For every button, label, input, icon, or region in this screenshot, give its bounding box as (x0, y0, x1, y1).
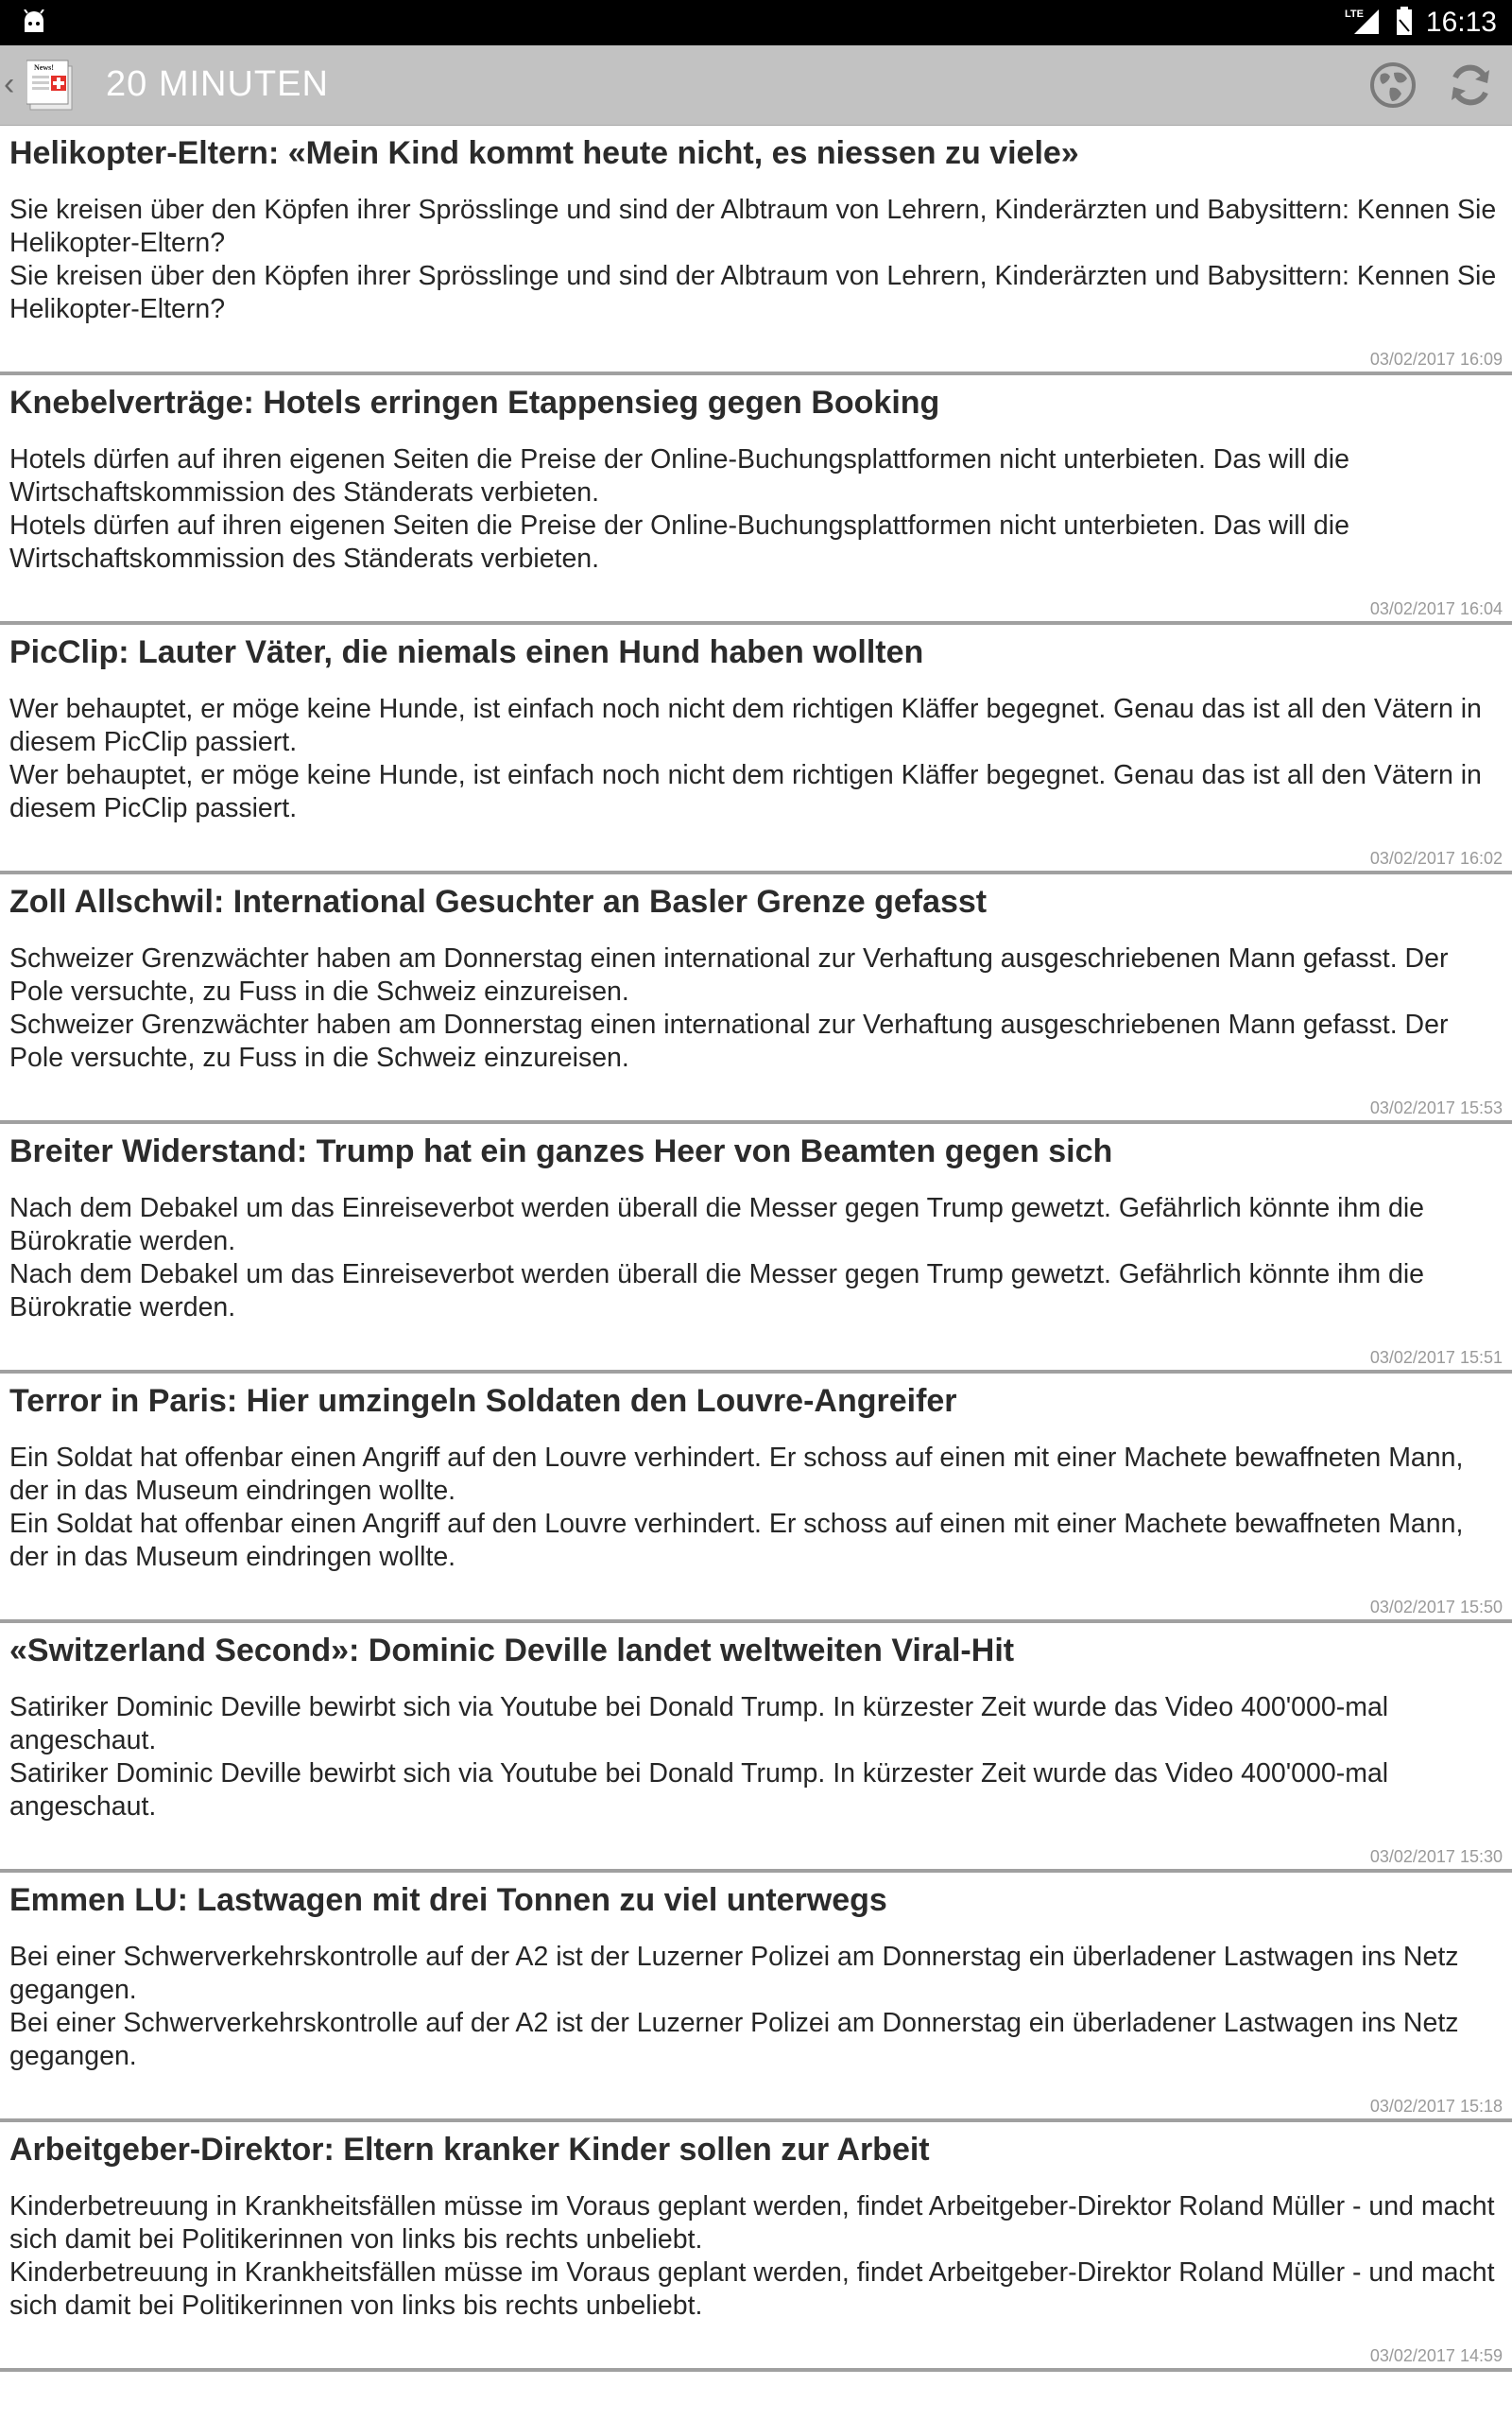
signal-icon (1345, 6, 1383, 41)
article-item[interactable] (0, 375, 1512, 625)
article-headline[interactable]: Emmen LU: Lastwagen mit drei Tonnen zu viel unterwegs (9, 1882, 887, 1918)
article-headline[interactable]: Zoll Allschwil: International Gesuchter an Basler Grenze gefasst (9, 884, 988, 920)
status-time: 16:13 (1425, 7, 1497, 38)
article-summary: Nach dem Debakel um das Einreiseverbot werden überall die Messer gegen Trump gewetzt. Gefährlich könnte ihm die Bürokratie werden. Nach dem Debakel um das Einreiseverbot werden überall die Messer gegen Trump gewetzt. Gefährlich könnte ihm die Bürokratie werden. (9, 1193, 1425, 1322)
article-item[interactable] (0, 1623, 1512, 1873)
article-summary: Satiriker Dominic Deville bewirbt sich via Youtube bei Donald Trump. In kürzester Zeit wurde das Video 400'000-mal angeschaut. Satiriker Dominic Deville bewirbt sich via Youtube bei Donald Trump. In kürzester Zeit wurde das Video 400'000-mal angeschaut. (9, 1692, 1389, 1822)
article-headline[interactable]: Helikopter-Eltern: «Mein Kind kommt heute nicht, es niessen zu viele» (9, 135, 1079, 171)
globe-icon[interactable] (1366, 59, 1419, 112)
article-summary: Hotels dürfen auf ihren eigenen Seiten die Preise der Online-Buchungsplattformen nicht unterbieten. Das will die Wirtschaftskommission des Ständerats verbieten. Hotels dürfen auf ihren eigenen Seiten die Preise der Online-Buchungsplattformen nicht unterbieten. Das will die Wirtschaftskommission des Ständerats verbieten. (9, 444, 1349, 574)
article-headline[interactable]: «Switzerland Second»: Dominic Deville landet weltweiten Viral-Hit (9, 1633, 1015, 1668)
article-summary: Kinderbetreuung in Krankheitsfällen müsse im Voraus geplant werden, findet Arbeitgeber-Direktor Roland Müller - und macht sich damit bei Politikerinnen von links bis rechts unbeliebt. Kinderbetreuung in Krankheitsfällen müsse im Voraus geplant werden, findet Arbeitgeber-Direktor Roland Müller - und macht sich damit bei Politikerinnen von links bis rechts unbeliebt. (9, 2191, 1495, 2321)
svg-text:LTE: LTE (1344, 8, 1364, 20)
article-summary: Wer behauptet, er möge keine Hunde, ist einfach noch nicht dem richtigen Kläffer begegnet. Genau das ist all den Vätern in diesem PicClip passiert. Wer behauptet, er möge keine Hunde, ist einfach noch nicht dem richtigen Kläffer begegnet. Genau das ist all den Vätern in diesem PicClip passiert. (9, 694, 1482, 823)
battery-icon (1396, 7, 1413, 40)
article-item[interactable] (0, 625, 1512, 874)
svg-text:News!: News! (34, 63, 54, 72)
article-date: 03/02/2017 16:02 (1369, 849, 1503, 868)
article-date: 03/02/2017 15:18 (1369, 2097, 1503, 2116)
refresh-icon[interactable] (1444, 59, 1497, 112)
article-item[interactable] (0, 1873, 1512, 2122)
back-chevron-icon[interactable]: ‹ (4, 66, 15, 102)
article-item[interactable] (0, 874, 1512, 1124)
app-title: 20 MINUTEN (106, 64, 329, 104)
article-headline[interactable]: PicClip: Lauter Väter, die niemals einen Hund haben wollten (9, 634, 924, 670)
article-summary: Sie kreisen über den Köpfen ihrer Sprösslinge und sind der Albtraum von Lehrern, Kinderärzten und Babysittern: Kennen Sie Helikopter-Eltern? Sie kreisen über den Köpfen ihrer Sprösslinge und sind der Albtraum von Lehrern, Kinderärzten und Babysittern: Kennen Sie Helikopter-Eltern? (9, 195, 1497, 324)
article-summary: Ein Soldat hat offenbar einen Angriff auf den Louvre verhindert. Er schoss auf einen mit einer Machete bewaffneten Mann, der in das Museum eindringen wollte. Ein Soldat hat offenbar einen Angriff auf den Louvre verhindert. Er schoss auf einen mit einer Machete bewaffneten Mann, der in das Museum eindringen wollte. (9, 1443, 1464, 1572)
article-summary: Bei einer Schwerverkehrskontrolle auf der A2 ist der Luzerner Polizei am Donnerstag ein überladener Lastwagen ins Netz gegangen. Bei einer Schwerverkehrskontrolle auf der A2 ist der Luzerner Polizei am Donnerstag ein überladener Lastwagen ins Netz gegangen. (9, 1942, 1459, 2071)
article-headline[interactable]: Terror in Paris: Hier umzingeln Soldaten den Louvre-Angreifer (9, 1383, 957, 1419)
article-item[interactable] (0, 1124, 1512, 1374)
article-date: 03/02/2017 16:09 (1369, 350, 1503, 369)
article-summary: Schweizer Grenzwächter haben am Donnerstag einen international zur Verhaftung ausgeschriebenen Mann gefasst. Der Pole versuchte, zu Fuss in die Schweiz einzureisen. Schweizer Grenzwächter haben am Donnerstag einen international zur Verhaftung ausgeschriebenen Mann gefasst. Der Pole versuchte, zu Fuss in die Schweiz einzureisen. (9, 943, 1449, 1073)
article-item[interactable] (0, 2122, 1512, 2372)
status-bar (0, 0, 1512, 45)
app-bar (0, 45, 1512, 126)
article-date: 03/02/2017 15:50 (1369, 1598, 1503, 1616)
article-date: 03/02/2017 16:04 (1369, 599, 1503, 618)
article-headline[interactable]: Knebelverträge: Hotels erringen Etappensieg gegen Booking (9, 385, 940, 421)
article-date: 03/02/2017 15:51 (1369, 1348, 1503, 1367)
article-item[interactable] (0, 126, 1512, 375)
android-icon (21, 9, 47, 39)
article-headline[interactable]: Arbeitgeber-Direktor: Eltern kranker Kinder sollen zur Arbeit (9, 2132, 930, 2168)
article-headline[interactable]: Breiter Widerstand: Trump hat ein ganzes Heer von Beamten gegen sich (9, 1133, 1113, 1169)
article-list (0, 126, 1512, 2372)
article-date: 03/02/2017 14:59 (1369, 2346, 1503, 2365)
article-date: 03/02/2017 15:30 (1369, 1847, 1503, 1866)
article-date: 03/02/2017 15:53 (1369, 1098, 1503, 1117)
app-logo[interactable] (26, 59, 77, 112)
article-item[interactable] (0, 1374, 1512, 1623)
